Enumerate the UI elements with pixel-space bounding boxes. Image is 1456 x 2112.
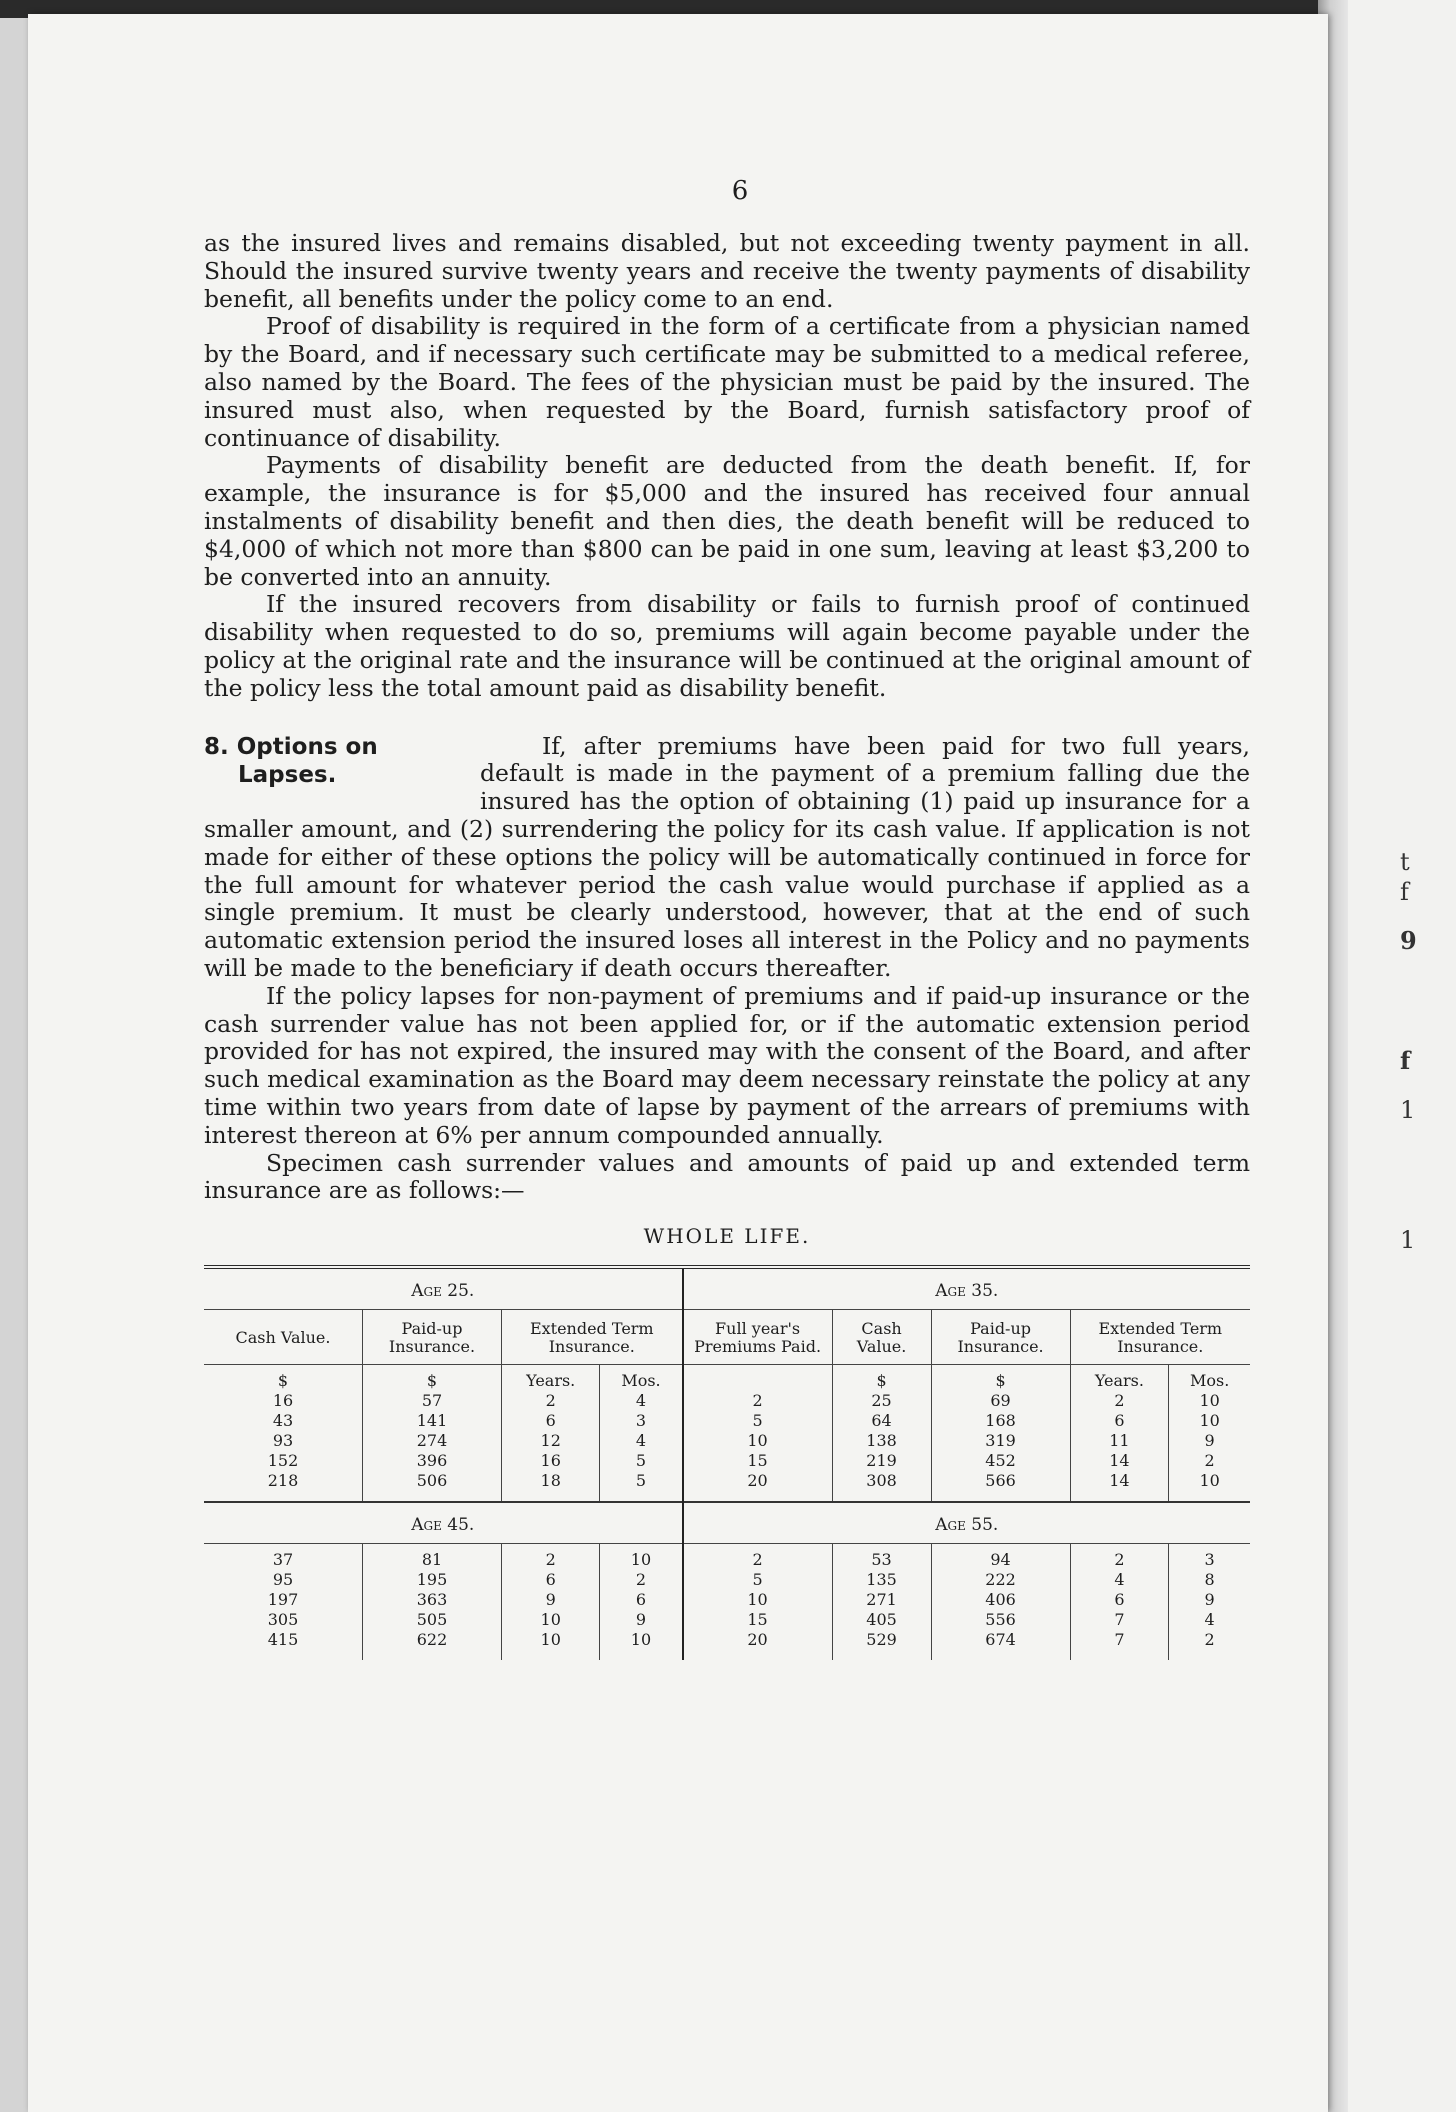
paragraph-payments-deducted: Payments of disability benefit are deducted from the death benefit. If, for example, the insurance is for $5,000 and the insured has received four annual instalments of disability benefit and then dies, the death benefit will be reduced to $4,000 of which not more than $800 can be paid in one sum, leaving at least $3,200 to be converted into an annuity. xyxy=(204,451,1250,591)
age25-ext-years-column xyxy=(502,1364,600,1502)
cell: 556 xyxy=(985,1609,1016,1629)
age-45-header: Age 45. xyxy=(204,1503,683,1544)
cell: 5 xyxy=(635,1470,647,1490)
cell: 406 xyxy=(985,1589,1016,1609)
cell: 6 xyxy=(635,1589,647,1609)
cell: 622 xyxy=(416,1629,448,1649)
age55-ext-years-column xyxy=(1070,1543,1169,1660)
cell: 274 xyxy=(416,1430,448,1450)
cell: 64 xyxy=(871,1410,892,1430)
cell: 4 xyxy=(635,1430,647,1450)
col-full-years-premiums: Full year's Premiums Paid. xyxy=(683,1309,833,1364)
cell: 218 xyxy=(267,1470,299,1490)
cell: 308 xyxy=(866,1470,897,1490)
col-extended-term: Extended Term Insurance. xyxy=(502,1309,683,1364)
cell: 396 xyxy=(416,1450,448,1470)
cell: 43 xyxy=(272,1410,294,1430)
age25-ext-months-column xyxy=(600,1364,683,1502)
cell: 6 xyxy=(1114,1410,1125,1430)
col-extended-term-35: Extended Term Insurance. xyxy=(1070,1309,1250,1364)
age35-paidup-column xyxy=(931,1364,1070,1502)
section-heading-line2: Lapses. xyxy=(238,761,337,788)
cell: 6 xyxy=(1114,1589,1125,1609)
cell: 506 xyxy=(416,1470,448,1490)
page-content xyxy=(204,230,1250,1660)
cell: 20 xyxy=(747,1470,768,1490)
cell: 2 xyxy=(1204,1629,1215,1649)
cell: 12 xyxy=(540,1430,561,1450)
cell: 9 xyxy=(1204,1430,1215,1450)
cell: 10 xyxy=(747,1430,768,1450)
cell: 271 xyxy=(866,1589,897,1609)
cell: 2 xyxy=(1204,1450,1215,1470)
col-cash-value-35: Cash Value. xyxy=(832,1309,931,1364)
cell: 94 xyxy=(990,1549,1011,1569)
months-label: Mos. xyxy=(621,1370,661,1390)
cell: 2 xyxy=(545,1549,556,1569)
next-page-fragment: 1 xyxy=(1400,1226,1416,1254)
cell: 9 xyxy=(635,1609,647,1629)
cell: 20 xyxy=(747,1629,768,1649)
cell: 10 xyxy=(1199,1410,1220,1430)
cell: 5 xyxy=(752,1410,763,1430)
cell: 69 xyxy=(990,1390,1011,1410)
cell: 305 xyxy=(267,1609,299,1629)
cell: 674 xyxy=(985,1629,1016,1649)
years-paid-column xyxy=(683,1364,833,1502)
cell: 135 xyxy=(866,1569,897,1589)
cell: 168 xyxy=(985,1410,1016,1430)
col-paid-up: Paid-up Insurance. xyxy=(363,1309,502,1364)
cell: 195 xyxy=(416,1569,448,1589)
dollar-sign: $ xyxy=(876,1370,887,1390)
cell: 4 xyxy=(1114,1569,1125,1589)
next-page-fragment: 1 xyxy=(1400,1096,1416,1124)
years-paid-column-2 xyxy=(683,1543,833,1660)
paragraph-disability-continued: as the insured lives and remains disabled, but not exceeding twenty payment in all. Should the insured survive twenty years and receive the twenty payments of disability benefit, all benefits under the policy come to an end. xyxy=(204,229,1250,313)
cell: 10 xyxy=(540,1629,561,1649)
age45-cash-column xyxy=(204,1543,363,1660)
dollar-sign: $ xyxy=(995,1370,1006,1390)
cell: 2 xyxy=(752,1390,763,1410)
age-55-header: Age 55. xyxy=(683,1503,1250,1544)
cell: 2 xyxy=(635,1569,647,1589)
age45-ext-years-column xyxy=(502,1543,600,1660)
cell: 37 xyxy=(272,1549,294,1569)
age45-paidup-column xyxy=(363,1543,502,1660)
cell: 505 xyxy=(416,1609,448,1629)
cell: 566 xyxy=(985,1470,1016,1490)
paragraph-specimen: Specimen cash surrender values and amounts of paid up and extended term insurance are as follows:— xyxy=(204,1148,1250,1205)
cell: 7 xyxy=(1114,1609,1125,1629)
cell: 6 xyxy=(545,1410,556,1430)
section-options-on-lapses xyxy=(204,733,1250,1206)
cell: 5 xyxy=(635,1450,647,1470)
cell: 4 xyxy=(1204,1609,1215,1629)
cell: 95 xyxy=(272,1569,294,1589)
cell: 141 xyxy=(416,1410,448,1430)
cell: 14 xyxy=(1109,1470,1130,1490)
cell: 197 xyxy=(267,1589,299,1609)
months-label: Mos. xyxy=(1189,1370,1230,1390)
age55-ext-months-column xyxy=(1169,1543,1250,1660)
cell: 2 xyxy=(545,1390,556,1410)
cell: 529 xyxy=(866,1629,897,1649)
cell: 2 xyxy=(1114,1549,1125,1569)
cell: 405 xyxy=(866,1609,897,1629)
cell: 57 xyxy=(421,1390,443,1410)
paragraph-lapse-options: If, after premiums have been paid for two full years, default is made in the payment of a premium falling due the insured has the option of obtaining (1) paid up insurance for a smaller amount, and (2) surrendering the policy for its cash value. If application is not made for either of these options the policy will be automatically continued in force for the full amount for whatever period the cash value would purchase if applied as a single premium. It must be clearly understood, however, that at the end of such automatic extension period the insured loses all interest in the Policy and no payments will be made to the beneficiary if death occurs thereafter. xyxy=(204,731,1250,982)
next-page-fragment: t xyxy=(1400,848,1410,876)
cell: 2 xyxy=(752,1549,763,1569)
cell: 10 xyxy=(747,1589,768,1609)
cell: 8 xyxy=(1204,1569,1215,1589)
cell: 25 xyxy=(871,1390,892,1410)
age35-cash-column xyxy=(832,1364,931,1502)
years-label: Years. xyxy=(526,1370,576,1390)
age-35-header: Age 35. xyxy=(683,1267,1250,1310)
age55-paidup-column xyxy=(931,1543,1070,1660)
cell: 18 xyxy=(540,1470,561,1490)
cell: 9 xyxy=(545,1589,556,1609)
cell: 2 xyxy=(1114,1390,1125,1410)
next-page-fragment: f xyxy=(1400,878,1409,906)
cell: 10 xyxy=(630,1549,652,1569)
cell: 10 xyxy=(630,1629,652,1649)
next-page-fragment: f xyxy=(1400,1046,1411,1075)
cell: 6 xyxy=(545,1569,556,1589)
cell: 222 xyxy=(985,1569,1016,1589)
age-25-header: Age 25. xyxy=(204,1267,683,1310)
paragraph-recovery: If the insured recovers from disability or fails to furnish proof of continued disability when requested to do so, premiums will again become payable under the policy at the original rate and the insurance will be continued at the original amount of the policy less the total amount paid as disability benefit. xyxy=(204,590,1250,702)
cell: 3 xyxy=(1204,1549,1215,1569)
col-paid-up-35: Paid-up Insurance. xyxy=(931,1309,1070,1364)
age25-cash-column xyxy=(204,1364,363,1502)
cell: 15 xyxy=(747,1450,768,1470)
cell: 415 xyxy=(267,1629,299,1649)
dollar-sign: $ xyxy=(426,1370,438,1390)
age35-ext-years-column xyxy=(1070,1364,1169,1502)
next-page-fragment: 9 xyxy=(1400,926,1417,955)
age55-cash-column xyxy=(832,1543,931,1660)
cell: 9 xyxy=(1204,1589,1215,1609)
cell: 452 xyxy=(985,1450,1016,1470)
paragraph-reinstatement: If the policy lapses for non-payment of premiums and if paid-up insurance or the cash surrender value has not been applied for, or if the automatic extension period provided for has not expired, the insured may with the consent of the Board, and after such medical examination as the Board may deem necessary reinstate the policy at any time within two years from date of lapse by payment of the arrears of premiums with interest thereon at 6% per annum compounded annually. xyxy=(204,981,1250,1149)
cell: 11 xyxy=(1109,1430,1130,1450)
cell: 10 xyxy=(540,1609,561,1629)
dollar-sign: $ xyxy=(277,1370,289,1390)
cell: 81 xyxy=(421,1549,443,1569)
age35-ext-months-column xyxy=(1169,1364,1250,1502)
years-label: Years. xyxy=(1094,1370,1144,1390)
page-number: 6 xyxy=(731,176,749,206)
cell: 5 xyxy=(752,1569,763,1589)
section-heading-line1: 8. Options on xyxy=(204,733,378,760)
cell: 93 xyxy=(272,1430,294,1450)
cell: 7 xyxy=(1114,1629,1125,1649)
col-cash-value: Cash Value. xyxy=(204,1309,363,1364)
cell: 3 xyxy=(635,1410,647,1430)
cell: 138 xyxy=(866,1430,897,1450)
cell: 363 xyxy=(416,1589,448,1609)
cell: 219 xyxy=(866,1450,897,1470)
whole-life-table xyxy=(204,1265,1250,1660)
section-heading xyxy=(204,733,476,789)
age45-ext-months-column xyxy=(600,1543,683,1660)
cell: 319 xyxy=(985,1430,1016,1450)
cell: 15 xyxy=(747,1609,768,1629)
cell: 16 xyxy=(540,1450,561,1470)
cell: 152 xyxy=(267,1450,299,1470)
cell: 53 xyxy=(871,1549,892,1569)
cell: 10 xyxy=(1199,1390,1220,1410)
table-title: WHOLE LIFE. xyxy=(643,1224,811,1249)
cell: 10 xyxy=(1199,1470,1220,1490)
cell: 16 xyxy=(272,1390,294,1410)
paragraph-proof-of-disability: Proof of disability is required in the form of a certificate from a physician named by the Board, and if necessary such certificate may be submitted to a medical referee, also named by the Board. The fees of the physician must be paid by the insured. The insured must also, when requested by the Board, furnish satisfactory proof of continuance of disability. xyxy=(204,312,1250,452)
cell: 14 xyxy=(1109,1450,1130,1470)
cell: 4 xyxy=(635,1390,647,1410)
age25-paidup-column xyxy=(363,1364,502,1502)
